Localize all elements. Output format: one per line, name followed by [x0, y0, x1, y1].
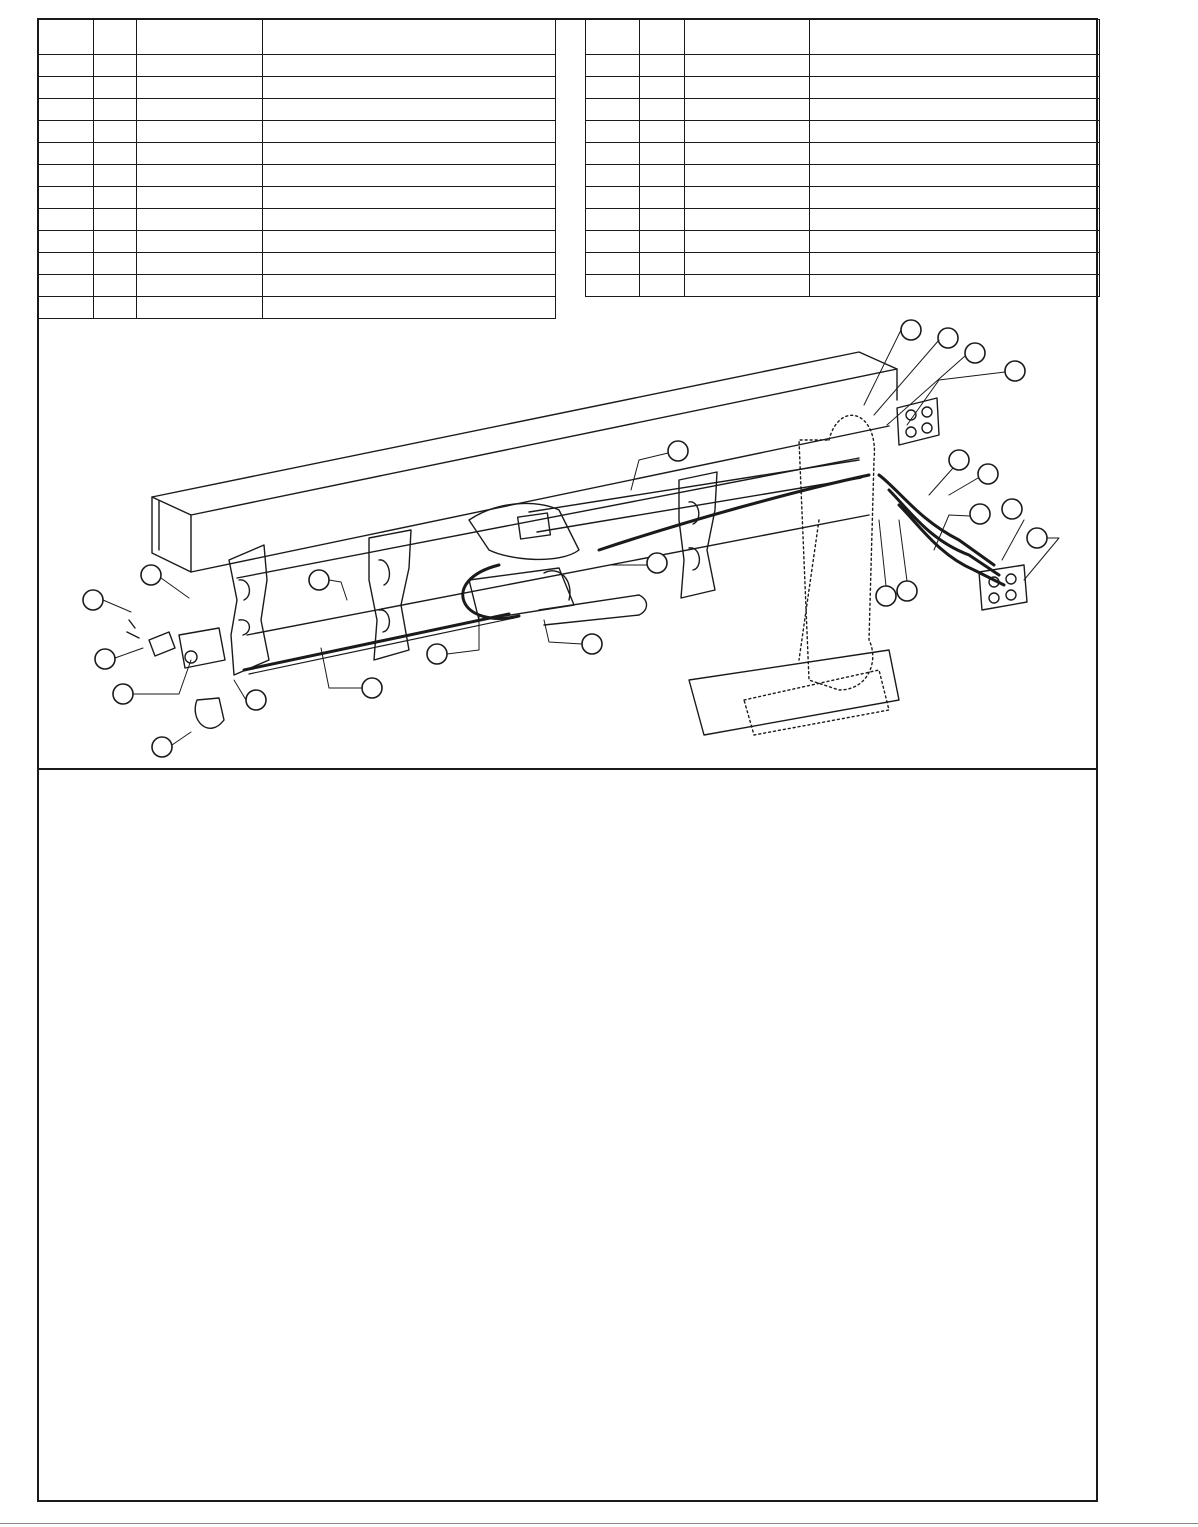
balloon-5: [668, 441, 688, 461]
balloon-15: [427, 644, 447, 664]
leader-lines: [103, 330, 1059, 745]
balloon-18: [141, 565, 161, 585]
valve-block-upper: [897, 398, 939, 445]
balloon-19: [83, 590, 103, 610]
balloon-20: [95, 649, 115, 669]
balloon-1: [901, 320, 921, 340]
drawing-sheet: [37, 18, 1098, 1502]
mounting-bracket: [744, 415, 889, 735]
blank-lower-area: [39, 770, 1096, 1500]
balloon-13: [647, 553, 667, 573]
assembly-drawing: [39, 20, 1096, 768]
balloon-6: [949, 450, 969, 470]
balloon-22: [246, 690, 266, 710]
balloon-2: [938, 328, 958, 348]
balloon-10: [1027, 528, 1047, 548]
upper-cylinder: [469, 460, 861, 559]
callout-balloons: [83, 320, 1047, 757]
balloon-16: [362, 678, 382, 698]
balloon-12: [897, 581, 917, 601]
balloon-23: [152, 737, 172, 757]
balloon-17: [309, 570, 329, 590]
base-plate: [689, 650, 899, 735]
balloon-21: [113, 684, 133, 704]
balloon-7: [978, 464, 998, 484]
footer-rule: [0, 1523, 1198, 1524]
hydraulic-hoses: [244, 475, 1004, 674]
balloon-14: [582, 634, 602, 654]
support-plates: [229, 472, 717, 675]
balloon-3: [965, 343, 985, 363]
left-end-fittings: [127, 620, 225, 728]
balloon-9: [1002, 499, 1022, 519]
balloon-8: [970, 504, 990, 524]
balloon-4: [1005, 361, 1025, 381]
valve-block-lower: [979, 565, 1027, 610]
balloon-11: [876, 586, 896, 606]
